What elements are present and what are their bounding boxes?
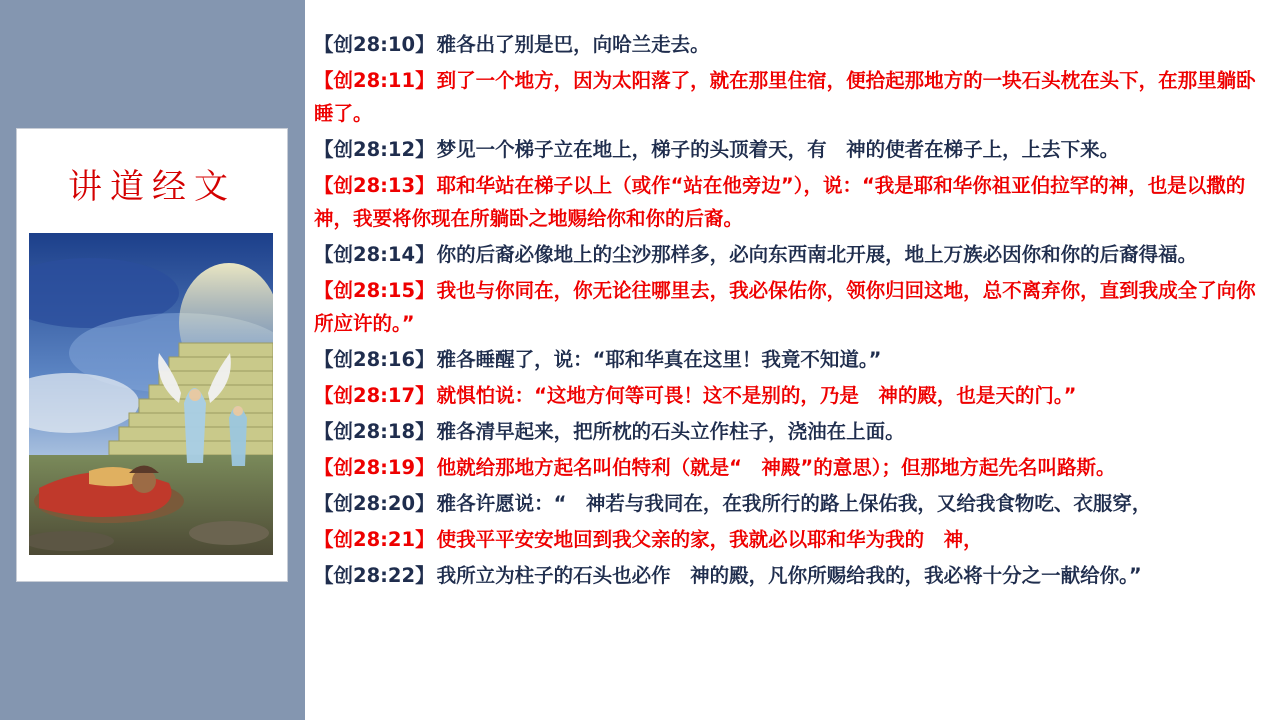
verse-item xyxy=(314,523,1272,556)
verse-item xyxy=(314,238,1272,271)
verse-list xyxy=(314,28,1272,595)
verse-text: 耶和华站在梯子以上（或作“站在他旁边”），说：“我是耶和华你祖亚伯拉罕的神，也是以撒的 神，我要将你现在所躺卧之地赐给你和你的后裔。 xyxy=(314,174,1265,230)
verse-text: 我也与你同在，你无论往哪里去，我必保佑你，领你归回这地，总不离弃你，直到我成全了向你所应许的。” xyxy=(314,279,1256,335)
verse-reference: 【创28:13】 xyxy=(314,174,435,197)
verse-text: 就惧怕说：“这地方何等可畏！这不是别的，乃是 神的殿，也是天的门。” xyxy=(436,384,1077,407)
verse-reference: 【创28:22】 xyxy=(314,564,435,587)
verse-item xyxy=(314,28,1272,61)
verse-item xyxy=(314,64,1272,130)
verse-text: 你的后裔必像地上的尘沙那样多，必向东西南北开展，地上万族必因你和你的后裔得福。 xyxy=(436,243,1198,266)
verse-text: 使我平平安安地回到我父亲的家，我就必以耶和华为我的 神， xyxy=(436,528,983,551)
sermon-scripture-card xyxy=(16,128,288,582)
verse-reference: 【创28:11】 xyxy=(314,69,435,92)
verse-reference: 【创28:14】 xyxy=(314,243,435,266)
verse-reference: 【创28:18】 xyxy=(314,420,435,443)
verse-item xyxy=(314,274,1272,340)
verse-text: 雅各清早起来，把所枕的石头立作柱子，浇油在上面。 xyxy=(436,420,905,443)
verse-reference: 【创28:10】 xyxy=(314,33,435,56)
verse-reference: 【创28:17】 xyxy=(314,384,435,407)
verse-text: 到了一个地方，因为太阳落了，就在那里住宿，便拾起那地方的一块石头枕在头下，在那里躺卧睡了。 xyxy=(314,69,1256,125)
verse-item xyxy=(314,133,1272,166)
jacobs-ladder-illustration xyxy=(29,233,273,555)
verse-reference: 【创28:15】 xyxy=(314,279,435,302)
verse-text: 雅各睡醒了，说：“耶和华真在这里！我竟不知道。” xyxy=(436,348,882,371)
verse-reference: 【创28:16】 xyxy=(314,348,435,371)
verse-text: 雅各出了别是巴，向哈兰走去。 xyxy=(436,33,710,56)
verse-item xyxy=(314,379,1272,412)
verse-item xyxy=(314,451,1272,484)
card-title: 讲道经文 xyxy=(68,167,236,207)
verse-item xyxy=(314,487,1272,520)
verse-reference: 【创28:19】 xyxy=(314,456,435,479)
verse-text: 雅各许愿说：“ 神若与我同在，在我所行的路上保佑我，又给我食物吃、衣服穿， xyxy=(436,492,1152,515)
verse-item xyxy=(314,559,1272,592)
verse-item xyxy=(314,169,1272,235)
verse-text: 梦见一个梯子立在地上，梯子的头顶着天，有 神的使者在梯子上，上去下来。 xyxy=(436,138,1120,161)
verse-text: 我所立为柱子的石头也必作 神的殿，凡你所赐给我的，我必将十分之一献给你。” xyxy=(436,564,1142,587)
left-panel xyxy=(0,0,305,720)
verse-reference: 【创28:12】 xyxy=(314,138,435,161)
verse-item xyxy=(314,415,1272,448)
verse-item xyxy=(314,343,1272,376)
verse-reference: 【创28:21】 xyxy=(314,528,435,551)
verse-reference: 【创28:20】 xyxy=(314,492,435,515)
verse-text: 他就给那地方起名叫伯特利（就是“ 神殿”的意思）；但那地方起先名叫路斯。 xyxy=(436,456,1116,479)
